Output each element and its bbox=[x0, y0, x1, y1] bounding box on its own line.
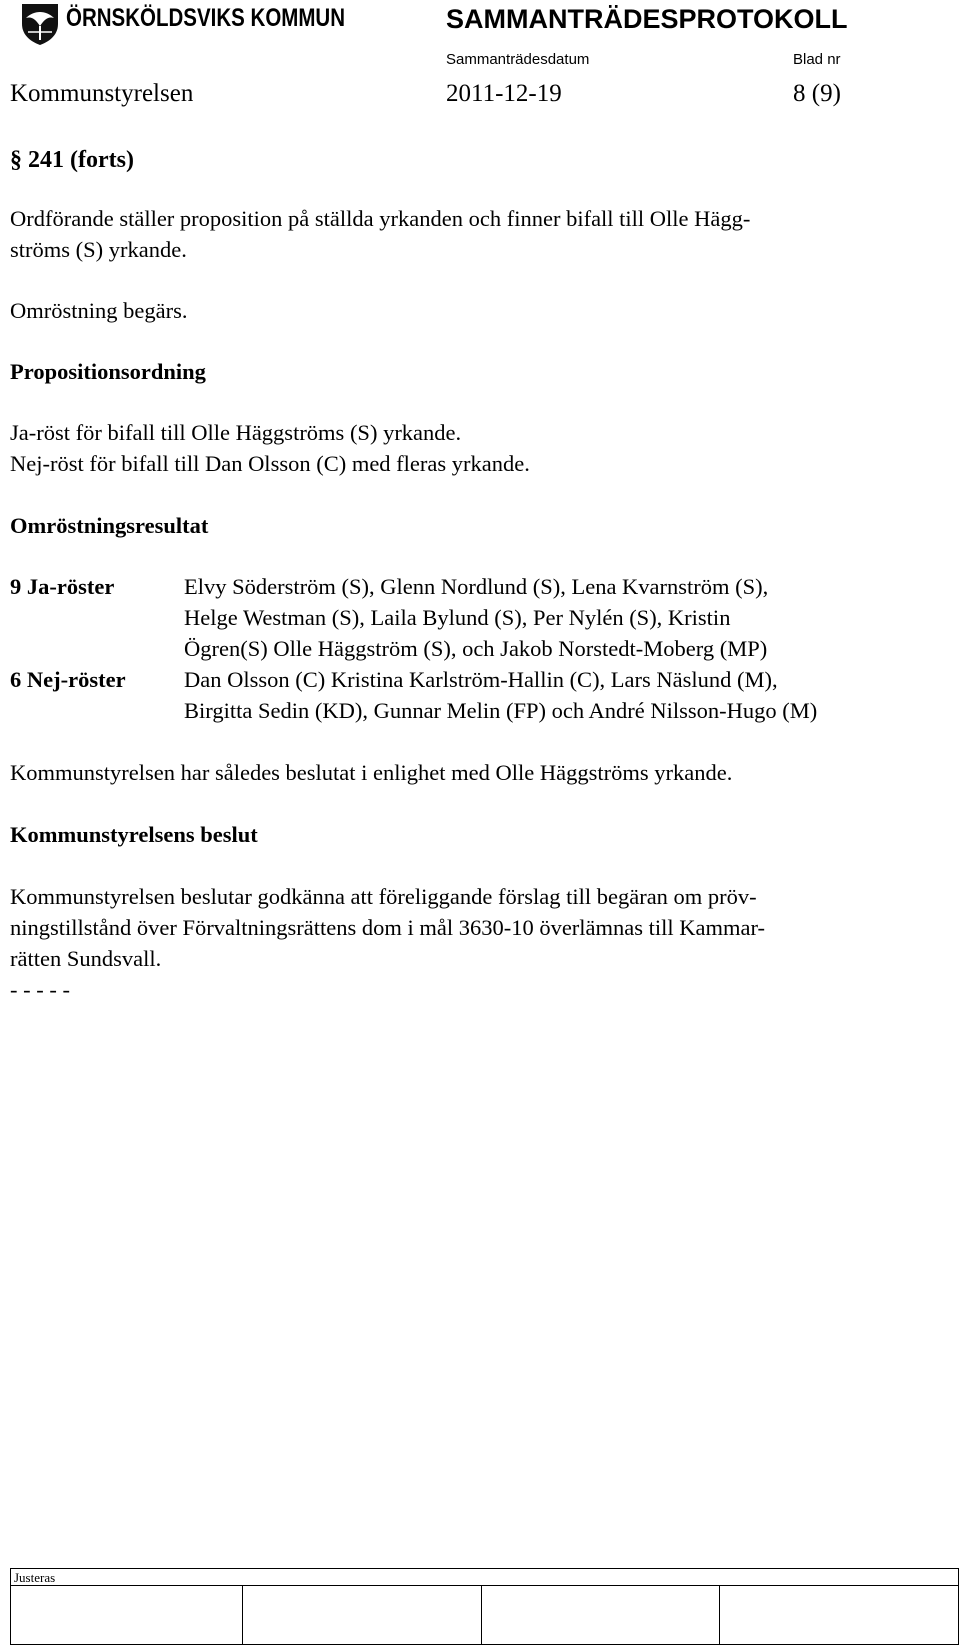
signature-label: Justeras bbox=[14, 1570, 56, 1585]
signature-cell-divider bbox=[481, 1585, 482, 1644]
signature-cell-divider bbox=[719, 1585, 720, 1644]
page-number: 8 (9) bbox=[793, 80, 841, 107]
intro-line: ströms (S) yrkande. bbox=[10, 237, 187, 262]
proposition-line: Nej-röst för bifall till Dan Olsson (C) med fleras yrkande. bbox=[10, 451, 530, 476]
meeting-date: 2011-12-19 bbox=[446, 80, 562, 107]
municipal-coat-of-arms-icon bbox=[20, 2, 60, 46]
decision-line: ningstillstånd över Förvaltningsrättens dom i mål 3630-10 överlämnas till Kammar- bbox=[10, 915, 766, 940]
decision-line: rätten Sundsvall. bbox=[10, 946, 162, 971]
decision-line: Kommunstyrelsen beslutar godkänna att föreliggande förslag till begäran om pröv- bbox=[10, 884, 757, 909]
yes-votes-names: Elvy Söderström (S), Glenn Nordlund (S), Lena Kvarnström (S), bbox=[184, 574, 769, 599]
outcome-text: Kommunstyrelsen har således beslutat i enlighet med Olle Häggströms yrkande. bbox=[10, 760, 733, 785]
proposition-heading: Propositionsordning bbox=[10, 359, 206, 384]
page-number-label: Blad nr bbox=[793, 51, 841, 68]
yes-votes-names: Ögren(S) Olle Häggström (S), och Jakob Norstedt-Moberg (MP) bbox=[184, 636, 768, 661]
decision-heading: Kommunstyrelsens beslut bbox=[10, 822, 258, 847]
signature-table-divider bbox=[11, 1585, 958, 1586]
committee-name: Kommunstyrelsen bbox=[10, 80, 194, 107]
organization-name: ÖRNSKÖLDSVIKS KOMMUN bbox=[66, 4, 346, 32]
result-heading: Omröstningsresultat bbox=[10, 513, 209, 538]
proposition-line: Ja-röst för bifall till Olle Häggströms (S) yrkande. bbox=[10, 420, 462, 445]
yes-votes-names: Helge Westman (S), Laila Bylund (S), Per Nylén (S), Kristin bbox=[184, 605, 731, 630]
no-votes-names: Dan Olsson (C) Kristina Karlström-Hallin (C), Lars Näslund (M), bbox=[184, 667, 778, 692]
no-votes-names: Birgitta Sedin (KD), Gunnar Melin (FP) och André Nilsson-Hugo (M) bbox=[184, 698, 818, 723]
yes-votes-label: 9 Ja-röster bbox=[10, 574, 115, 599]
section-heading: § 241 (forts) bbox=[10, 147, 134, 173]
document-type: SAMMANTRÄDESPROTOKOLL bbox=[446, 4, 848, 34]
no-votes-label: 6 Nej-röster bbox=[10, 667, 126, 692]
signature-table bbox=[10, 1568, 959, 1645]
vote-requested-text: Omröstning begärs. bbox=[10, 298, 188, 323]
signature-cell-divider bbox=[242, 1585, 243, 1644]
meeting-date-label: Sammanträdesdatum bbox=[446, 51, 590, 68]
end-marker: - - - - - bbox=[10, 977, 70, 1002]
intro-line: Ordförande ställer proposition på ställda yrkanden och finner bifall till Olle Hägg- bbox=[10, 206, 751, 231]
